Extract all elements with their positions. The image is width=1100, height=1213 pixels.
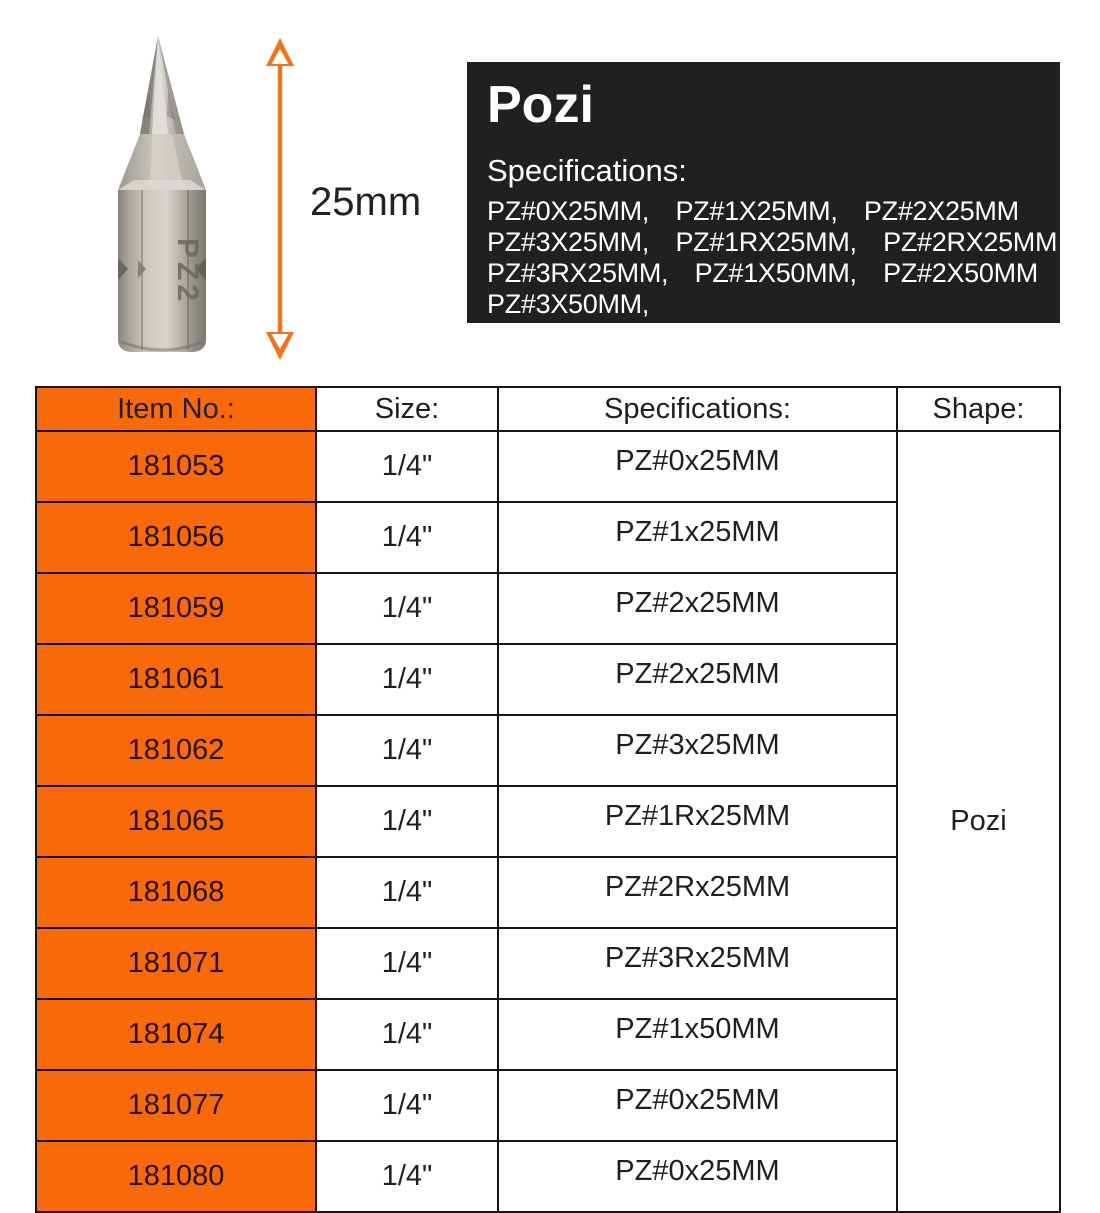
item-no-cell: 181059 [36, 573, 316, 644]
table-header-row [36, 387, 1060, 431]
item-no-cell: 181061 [36, 644, 316, 715]
size-cell: 1/4" [316, 431, 498, 502]
spec-cell: PZ#2Rx25MM [498, 857, 897, 928]
size-cell: 1/4" [316, 857, 498, 928]
item-no-cell: 181077 [36, 1070, 316, 1141]
size-cell: 1/4" [316, 644, 498, 715]
size-cell: 1/4" [316, 928, 498, 999]
specifications-heading: Specifications: [487, 153, 687, 188]
dimension-label: 25mm [310, 180, 422, 224]
spec-cell: PZ#3Rx25MM [498, 928, 897, 999]
size-cell: 1/4" [316, 999, 498, 1070]
spec-cell: PZ#0x25MM [498, 1141, 897, 1212]
header-shape: Shape: [897, 387, 1060, 431]
size-cell: 1/4" [316, 1070, 498, 1141]
item-no-cell: 181074 [36, 999, 316, 1070]
spec-cell: PZ#1Rx25MM [498, 786, 897, 857]
item-no-cell: 181056 [36, 502, 316, 573]
item-no-cell: 181065 [36, 786, 316, 857]
spec-cell: PZ#3x25MM [498, 715, 897, 786]
spec-line: PZ#3RX25MM, PZ#1X50MM, PZ#2X50MM [487, 258, 1038, 288]
specifications-list [487, 196, 1058, 320]
item-no-cell: 181053 [36, 431, 316, 502]
header-specifications: Specifications: [498, 387, 897, 431]
shape-cell: Pozi [897, 431, 1060, 1212]
item-no-cell: 181062 [36, 715, 316, 786]
item-no-cell: 181068 [36, 857, 316, 928]
spec-line: PZ#0X25MM, PZ#1X25MM, PZ#2X25MM [487, 196, 1019, 226]
pozi-bit-image [92, 28, 232, 360]
spec-cell: PZ#0x25MM [498, 1070, 897, 1141]
header-size: Size: [316, 387, 498, 431]
product-info-box [467, 62, 1060, 323]
size-cell: 1/4" [316, 573, 498, 644]
spec-line: PZ#3X50MM, [487, 289, 676, 319]
spec-line: PZ#3X25MM, PZ#1RX25MM, PZ#2RX25MM [487, 227, 1058, 257]
spec-cell: PZ#2x25MM [498, 573, 897, 644]
size-cell: 1/4" [316, 1141, 498, 1212]
size-cell: 1/4" [316, 502, 498, 573]
dimension-arrow-icon [263, 36, 297, 362]
spec-table [35, 386, 1061, 1213]
product-title: Pozi [487, 76, 594, 134]
size-cell: 1/4" [316, 715, 498, 786]
bit-marking-text: PZ2 [171, 238, 204, 306]
spec-cell: PZ#2x25MM [498, 644, 897, 715]
header-item-no: Item No.: [36, 387, 316, 431]
table-row [36, 431, 1060, 502]
item-no-cell: 181080 [36, 1141, 316, 1212]
spec-cell: PZ#1x50MM [498, 999, 897, 1070]
spec-cell: PZ#1x25MM [498, 502, 897, 573]
size-cell: 1/4" [316, 786, 498, 857]
spec-cell: PZ#0x25MM [498, 431, 897, 502]
item-no-cell: 181071 [36, 928, 316, 999]
